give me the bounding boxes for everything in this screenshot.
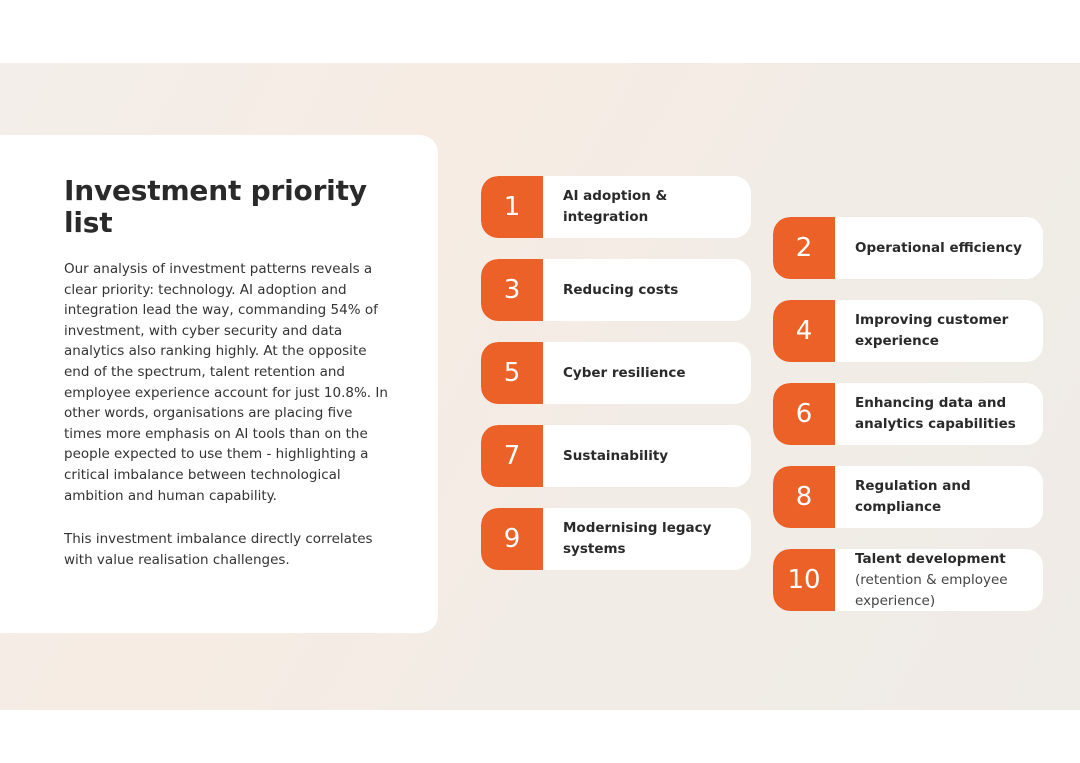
priority-label: Sustainability — [563, 447, 669, 464]
priority-item-2 — [773, 217, 1043, 279]
priority-item-6 — [773, 383, 1043, 445]
priority-rank: 4 — [773, 300, 835, 362]
priority-rank: 3 — [481, 259, 543, 321]
priority-item-7 — [481, 425, 751, 487]
priority-label: Cyber resilience — [563, 364, 686, 381]
page-title: Investment priority list — [64, 174, 367, 239]
priority-item-5 — [481, 342, 751, 404]
priority-item-9 — [481, 508, 751, 570]
priority-label: Improving customer experience — [855, 312, 1009, 349]
priority-item-10 — [773, 549, 1043, 611]
text-panel — [0, 135, 438, 633]
priority-item-3 — [481, 259, 751, 321]
priority-label: Modernising legacy systems — [563, 520, 712, 557]
slide — [0, 63, 1080, 710]
priority-rank: 8 — [773, 466, 835, 528]
priority-sublabel: (retention & employee experience) — [855, 571, 1008, 609]
priority-label: Regulation and compliance — [855, 478, 971, 515]
priority-label: Reducing costs — [563, 281, 679, 298]
priority-label: Operational efficiency — [855, 239, 1022, 256]
priority-rank: 2 — [773, 217, 835, 279]
priority-item-4 — [773, 300, 1043, 362]
priority-rank: 6 — [773, 383, 835, 445]
priority-rank: 7 — [481, 425, 543, 487]
priority-rank: 5 — [481, 342, 543, 404]
priority-rank: 9 — [481, 508, 543, 570]
priority-rank: 10 — [773, 549, 835, 611]
conclusion-paragraph: This investment imbalance directly correlates with value realisation challenges. — [64, 531, 373, 568]
analysis-paragraph: Our analysis of investment patterns reveals a clear priority: technology. AI adoption and integration lead the way, commanding 54% of investment, with cyber security and data analytics also ranking highly. At the opposite end of the spectrum, talent retention and employee experience account for just 10.8%. In other words, organisations are placing five times more emphasis on AI tools than on the people expected to use them - highlighting a critical imbalance between technological ambition and human capability. — [64, 261, 388, 504]
priority-item-8 — [773, 466, 1043, 528]
priority-rank: 1 — [481, 176, 543, 238]
priority-label: Enhancing data and analytics capabilities — [855, 395, 1016, 432]
priority-label: Talent development — [855, 550, 1006, 567]
priority-item-1 — [481, 176, 751, 238]
priority-label: AI adoption & integration — [563, 188, 668, 225]
